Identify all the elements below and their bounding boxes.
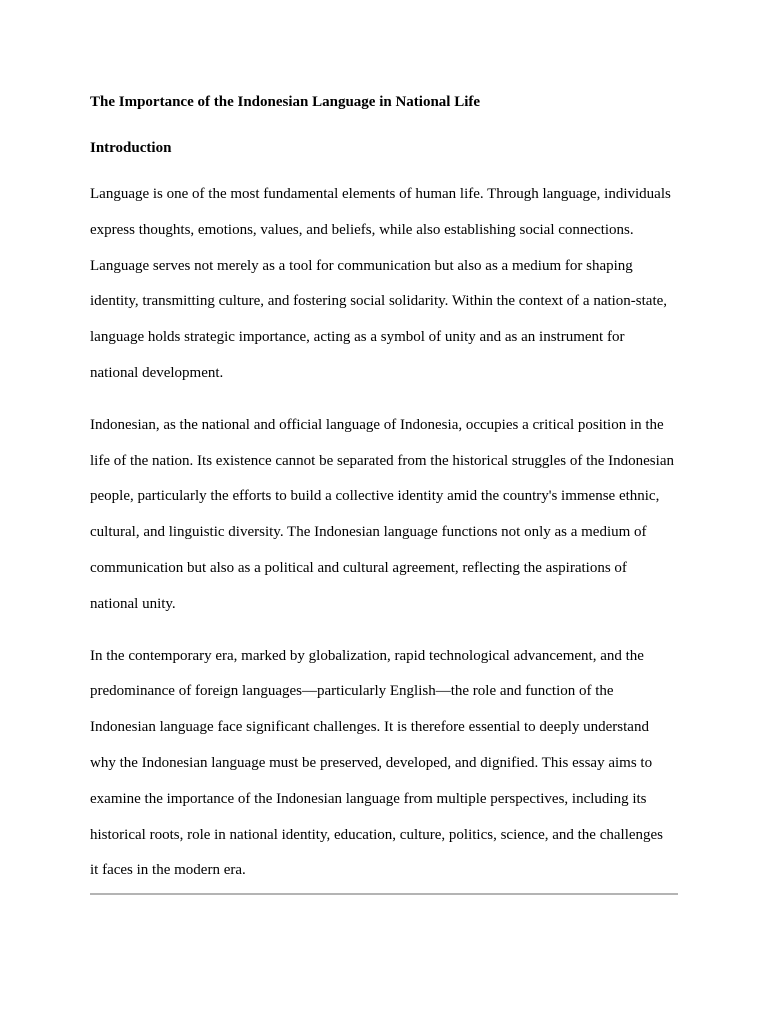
paragraph-line: Indonesian language face significant challenges. It is therefore essential to deeply understand: [90, 719, 649, 736]
paragraph-1: [90, 177, 678, 392]
paragraph-line: why the Indonesian language must be preserved, developed, and dignified. This essay aims to: [90, 754, 653, 771]
document-title: The Importance of the Indonesian Language in National Life: [90, 94, 481, 110]
paragraph-line: Language is one of the most fundamental elements of human life. Through language, individuals: [90, 186, 671, 202]
document-page: [90, 90, 678, 889]
paragraph-line: people, particularly the efforts to build a collective identity amid the country's immense ethnic,: [90, 488, 660, 505]
paragraph-line: life of the nation. Its existence cannot be separated from the historical struggles of the Indonesian: [90, 452, 674, 469]
paragraph-line: examine the importance of the Indonesian language from multiple perspectives, including its: [90, 790, 647, 807]
paragraph-line: communication but also as a political and cultural agreement, reflecting the aspirations of: [90, 559, 627, 576]
paragraph-line: identity, transmitting culture, and fostering social solidarity. Within the context of a nation-state,: [90, 293, 668, 310]
paragraph-2: [90, 408, 678, 623]
paragraph-line: historical roots, role in national identity, education, culture, politics, science, and the challenges: [90, 826, 664, 843]
section-heading-introduction: Introduction: [90, 140, 172, 156]
paragraph-line: predominance of foreign languages—particularly English—the role and function of the: [90, 683, 614, 700]
paragraph-line: national development.: [90, 364, 224, 381]
paragraph-3: [90, 639, 678, 890]
paragraph-line: it faces in the modern era.: [90, 862, 246, 879]
paragraph-line: express thoughts, emotions, values, and beliefs, while also establishing social connections.: [90, 221, 634, 238]
horizontal-divider: [90, 893, 678, 895]
paragraph-line: language holds strategic importance, acting as a symbol of unity and as an instrument for: [90, 329, 625, 346]
paragraph-line: Language serves not merely as a tool for communication but also as a medium for shaping: [90, 257, 633, 274]
paragraph-line: Indonesian, as the national and official language of Indonesia, occupies a critical position in the: [90, 416, 664, 433]
paragraph-line: In the contemporary era, marked by globalization, rapid technological advancement, and the: [90, 647, 644, 664]
paragraph-line: cultural, and linguistic diversity. The Indonesian language functions not only as a medium of: [90, 524, 647, 541]
paragraph-line: national unity.: [90, 595, 176, 612]
